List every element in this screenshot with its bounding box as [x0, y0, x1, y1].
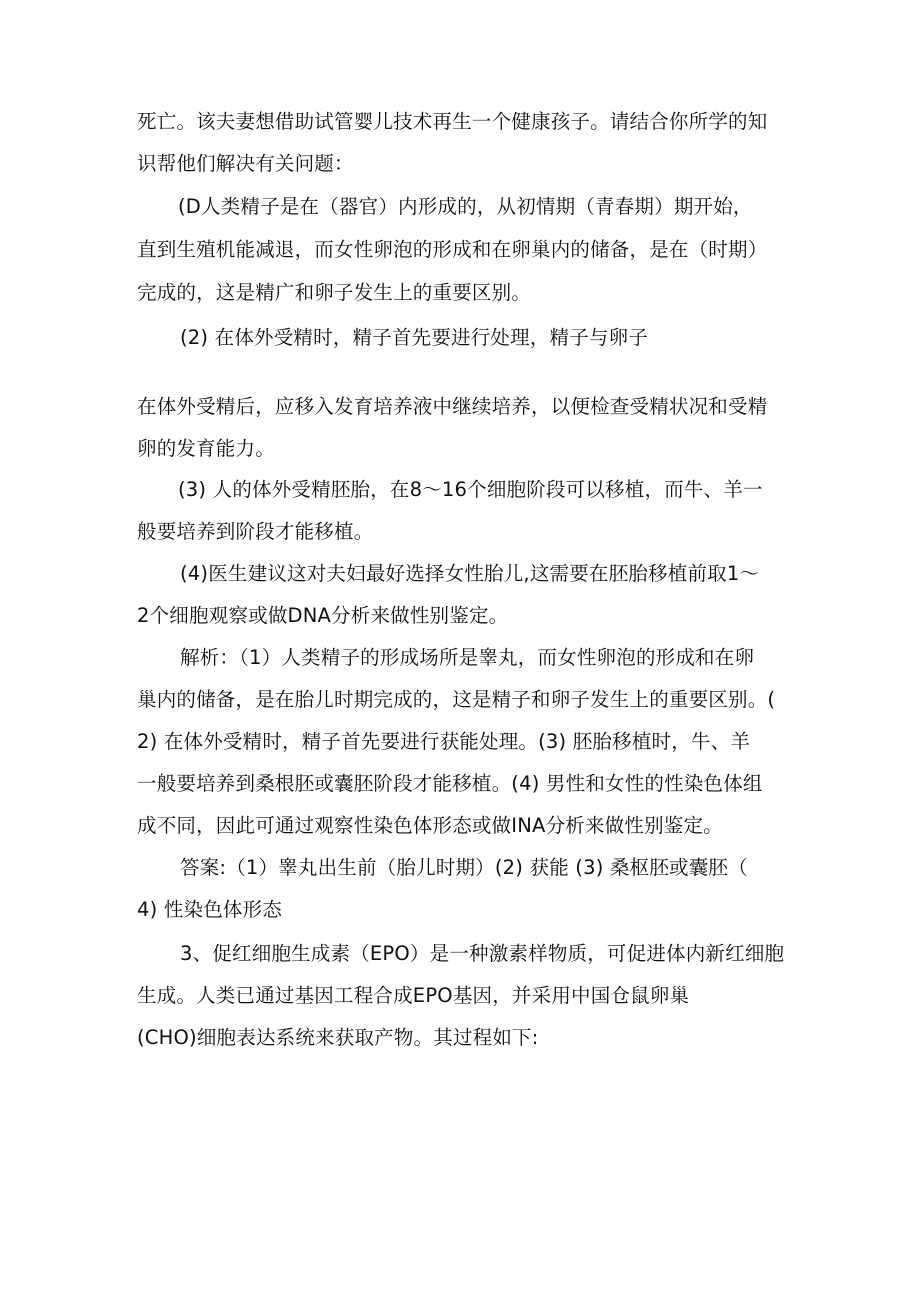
text-line: 一般要培养到桑根胚或囊胚阶段才能移植。(4) 男性和女性的性染色体组 — [137, 772, 763, 795]
question-4-line: (4)医生建议这对夫妇最好选择女性胎儿,这需要在胚胎移植前取1～ — [180, 562, 760, 585]
text-line: 2) 在体外受精时，精子首先要进行获能处理。(3) 胚胎移植时，牛、羊 — [137, 730, 751, 753]
analysis-line: 解析：（1）人类精子的形成场所是睾丸，而女性卵泡的形成和在卵 — [180, 646, 755, 669]
text-line: 般要培养到阶段才能移植。 — [137, 520, 374, 543]
text-line: 在体外受精后，应移入发育培养液中继续培养，以便检查受精状况和受精 — [137, 395, 768, 418]
text-line: 卵的发育能力。 — [137, 437, 275, 460]
text-line: 巢内的储备，是在胎儿时期完成的，这是精子和卵子发生上的重要区别。( — [137, 688, 776, 711]
question-3-line: (3) 人的体外受精胚胎，在8～16个细胞阶段可以移植，而牛、羊一 — [178, 478, 763, 501]
text-line: 完成的，这是精广和卵子发生上的重要区别。 — [137, 281, 532, 304]
question-3-header-line: 3、促红细胞生成素（EPO）是一种激素样物质，可促进体内新红细胞 — [180, 942, 785, 965]
text-line: 2个细胞观察或做DNA分析来做性别鉴定。 — [137, 604, 509, 627]
answer-line: 答案:（1）睾丸出生前（胎儿时期）(2) 获能 (3) 桑枢胚或囊胚（ — [180, 856, 748, 879]
text-line: 成不同，因此可通过观察性染色体形态或做INA分析来做性别鉴定。 — [137, 814, 723, 837]
text-line: 死亡。该夫妻想借助试管婴儿技术再生一个健康孩子。请结合你所学的知 — [137, 110, 768, 133]
question-1-line: (D人类精子是在（器官）内形成的，从初情期（青春期）期开始， — [178, 195, 753, 218]
text-line: 4) 性染色体形态 — [137, 898, 283, 921]
text-line: (CHO)细胞表达系统来获取产物。其过程如下: — [137, 1026, 539, 1049]
text-line: 识帮他们解决有关问题： — [137, 152, 354, 175]
text-line: 直到生殖机能减退，而女性卵泡的形成和在卵巢内的储备，是在（时期） — [137, 238, 768, 261]
text-line: 生成。人类已通过基因工程合成EPO基因，并采用中国仓鼠卵巢 — [137, 984, 690, 1007]
question-2-line: (2) 在体外受精时，精子首先要进行处理，精子与卵子 — [180, 326, 649, 349]
